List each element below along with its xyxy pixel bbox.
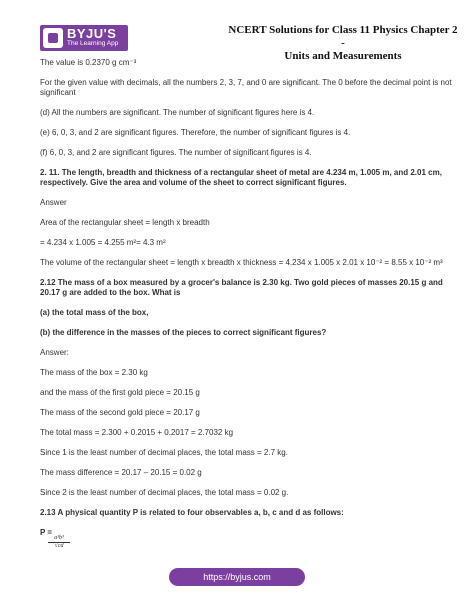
document-body <box>40 58 460 538</box>
paragraph: (d) All the numbers are significant. The number of significant figures here is 4. <box>40 108 315 117</box>
formula-numerator: a³b³ <box>54 535 64 541</box>
paragraph: (f) 6, 0, 3, and 2 are significant figures. The number of significant figures is 4. <box>40 148 312 157</box>
paragraph: The mass of the box = 2.30 kg <box>40 368 148 377</box>
question-part: (b) the difference in the masses of the pieces to correct significant figures? <box>40 328 327 337</box>
question-heading: 2.12 The mass of a box measured by a grocer's balance is 2.30 kg. Two gold pieces of masses 20.15 g and 20.17 g are added to the box. What is <box>40 278 443 297</box>
formula-fraction <box>48 535 70 550</box>
paragraph: The mass difference = 20.17 – 20.15 = 0.02 g <box>40 468 202 477</box>
page-title-line1: NCERT Solutions for Class 11 Physics Chapter 2 - <box>228 24 458 49</box>
paragraph: Since 1 is the least number of decimal places, the total mass = 2.7 kg. <box>40 448 288 457</box>
byjus-logo-icon <box>43 28 63 48</box>
paragraph: and the mass of the first gold piece = 20.15 g <box>40 388 200 397</box>
logo-name: BYJU'S <box>67 26 117 41</box>
question-part: (a) the total mass of the box, <box>40 308 149 317</box>
formula-denominator: √cd <box>48 542 70 550</box>
paragraph: (e) 6, 0, 3, and 2 are significant figures. Therefore, the number of significant figures is 4. <box>40 128 351 137</box>
page-title-line2: Units and Measurements <box>284 50 402 62</box>
paragraph: The volume of the rectangular sheet = length x breadth x thickness = 4.234 x 1.005 x 2.01 x 10⁻² = 8.55 x 10⁻² m³ <box>40 258 443 267</box>
paragraph: The value is 0.2370 g cm⁻³ <box>40 58 137 67</box>
paragraph: = 4.234 x 1.005 = 4.255 m²= 4.3 m² <box>40 238 166 247</box>
paragraph: The mass of the second gold piece = 20.17 g <box>40 408 200 417</box>
logo-tagline: The Learning App <box>67 40 119 47</box>
question-heading: 2. 11. The length, breadth and thickness of a rectangular sheet of metal are 4.234 m, 1.005 m, and 2.01 cm, respectively. Give the area and volume of the sheet to correct significant figures. <box>40 168 442 187</box>
byjus-logo <box>40 25 128 51</box>
equation-label: P = <box>40 528 53 537</box>
paragraph: The total mass = 2.300 + 0.2015 + 0.2017 = 2.7032 kg <box>40 428 234 437</box>
footer-url-link[interactable]: https://byjus.com <box>169 568 305 586</box>
paragraph: For the given value with decimals, all the numbers 2, 3, 7, and 0 are significant. The 0 before the decimal point is not significant <box>40 78 452 97</box>
answer-label: Answer: <box>40 348 69 357</box>
paragraph: Since 2 is the least number of decimal places, the total mass = 0.02 g. <box>40 488 289 497</box>
answer-label: Answer <box>40 198 67 207</box>
paragraph: Area of the rectangular sheet = length x breadth <box>40 218 210 227</box>
question-heading: 2.13 A physical quantity P is related to four observables a, b, c and d as follows: <box>40 508 344 517</box>
